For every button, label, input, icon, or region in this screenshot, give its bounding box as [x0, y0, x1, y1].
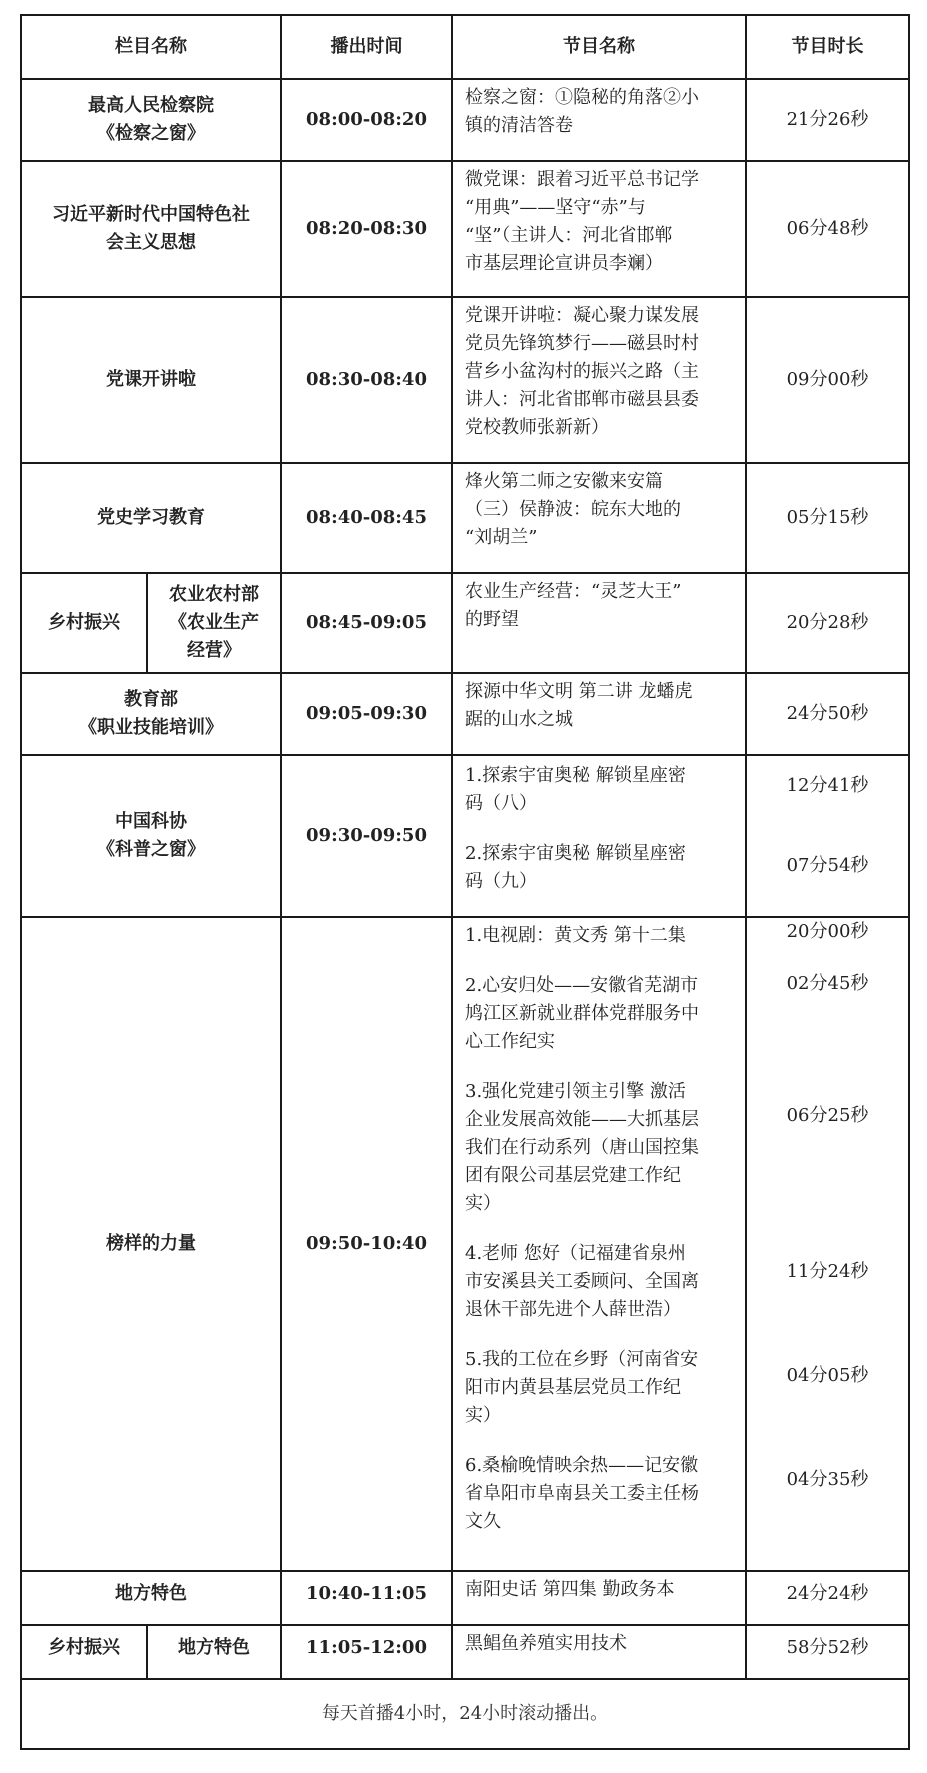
- program-line: 农业生产经营：“灵芝大王”: [465, 581, 682, 602]
- column-name-line: 农业农村部: [169, 584, 259, 605]
- duration: 04分35秒: [786, 1469, 869, 1490]
- duration: 24分24秒: [746, 1571, 909, 1625]
- column-category: 乡村振兴: [21, 573, 147, 673]
- program-line: 踞的山水之城: [465, 709, 573, 730]
- program-cell: [452, 917, 746, 1571]
- footer-note: 每天首播4小时，24小时滚动播出。: [21, 1679, 909, 1749]
- air-time: 11:05-12:00: [281, 1625, 452, 1679]
- program-line: 心工作纪实: [465, 1031, 555, 1052]
- program-line: 码（八）: [465, 793, 537, 814]
- column-name-cell: 党课开讲啦: [21, 297, 281, 463]
- table-row: [21, 673, 909, 755]
- column-name-line: 最高人民检察院: [88, 95, 214, 116]
- schedule-table: [20, 14, 910, 1750]
- column-name-line: 经营》: [187, 640, 241, 661]
- program-line: 1.电视剧：黄文秀 第十二集: [465, 925, 686, 946]
- duration: 04分05秒: [786, 1365, 869, 1386]
- duration-cell: [746, 917, 909, 1571]
- air-time: 09:50-10:40: [281, 917, 452, 1571]
- program-line: 市基层理论宣讲员李斓）: [465, 253, 663, 274]
- program-cell: [452, 1625, 746, 1679]
- program-line: 3.强化党建引领主引擎 激活: [465, 1081, 686, 1102]
- column-name-cell: [21, 755, 281, 917]
- column-name-line: 会主义思想: [106, 232, 196, 253]
- table-row: [21, 1571, 909, 1625]
- air-time: 09:30-09:50: [281, 755, 452, 917]
- header-time: 播出时间: [281, 15, 452, 79]
- air-time: 08:40-08:45: [281, 463, 452, 573]
- program-line: 市安溪县关工委顾问、全国离: [465, 1271, 699, 1292]
- column-name-cell: 党史学习教育: [21, 463, 281, 573]
- footer-row: [21, 1679, 909, 1749]
- column-name-line: 《科普之窗》: [97, 839, 205, 860]
- program-line: “刘胡兰”: [465, 527, 538, 548]
- duration: 02分45秒: [786, 973, 869, 994]
- program-cell: [452, 755, 746, 917]
- program-cell: [452, 1571, 746, 1625]
- program-line: 讲人：河北省邯郸市磁县县委: [465, 389, 699, 410]
- program-line: 我们在行动系列（唐山国控集: [465, 1137, 699, 1158]
- duration-cell: [746, 755, 909, 917]
- table-row: [21, 755, 909, 917]
- program-line: 实）: [465, 1405, 501, 1426]
- program-line: 镇的清洁答卷: [465, 115, 573, 136]
- duration: 05分15秒: [746, 463, 909, 573]
- column-name-cell: 榜样的力量: [21, 917, 281, 1571]
- table-row: [21, 463, 909, 573]
- table-row: [21, 1625, 909, 1679]
- program-line: 6.桑榆晚情映余热——记安徽: [465, 1455, 699, 1476]
- header-row: [21, 15, 909, 79]
- column-name-line: 习近平新时代中国特色社: [52, 204, 250, 225]
- column-name-cell: [21, 161, 281, 297]
- header-program: 节目名称: [452, 15, 746, 79]
- program-line: 阳市内黄县基层党员工作纪: [465, 1377, 681, 1398]
- program-line: 南阳史话 第四集 勤政务本: [465, 1579, 675, 1600]
- duration: 21分26秒: [746, 79, 909, 161]
- program-line: 检察之窗：①隐秘的角落②小: [465, 87, 699, 108]
- column-name-line: 中国科协: [115, 811, 187, 832]
- air-time: 09:05-09:30: [281, 673, 452, 755]
- column-name-cell: [147, 573, 281, 673]
- program-line: 党课开讲啦：凝心聚力谋发展: [465, 305, 699, 326]
- program-cell: [452, 297, 746, 463]
- air-time: 08:20-08:30: [281, 161, 452, 297]
- duration: 06分25秒: [786, 1105, 869, 1126]
- header-duration: 节目时长: [746, 15, 909, 79]
- program-line: 探源中华文明 第二讲 龙蟠虎: [465, 681, 693, 702]
- program-line: 党校教师张新新）: [465, 417, 609, 438]
- program-line: 1.探索宇宙奥秘 解锁星座密: [465, 765, 686, 786]
- program-line: 5.我的工位在乡野（河南省安: [465, 1349, 699, 1370]
- program-line: 营乡小盆沟村的振兴之路（主: [465, 361, 699, 382]
- air-time: 08:00-08:20: [281, 79, 452, 161]
- duration: 07分54秒: [786, 855, 869, 876]
- table-row: [21, 917, 909, 1571]
- program-line: 企业发展高效能——大抓基层: [465, 1109, 699, 1130]
- column-name-cell: 地方特色: [147, 1625, 281, 1679]
- table-row: [21, 573, 909, 673]
- program-line: 微党课：跟着习近平总书记学: [465, 169, 699, 190]
- column-name-line: 《农业生产: [169, 612, 259, 633]
- program-cell: [452, 463, 746, 573]
- column-name-line: 《检察之窗》: [97, 123, 205, 144]
- duration: 20分00秒: [786, 921, 869, 942]
- program-cell: [452, 573, 746, 673]
- table-row: [21, 297, 909, 463]
- program-line: 实）: [465, 1193, 501, 1214]
- program-line: （三）侯静波：皖东大地的: [465, 499, 681, 520]
- program-line: 退休干部先进个人薛世浩）: [465, 1299, 681, 1320]
- program-line: “坚”（主讲人：河北省邯郸: [465, 225, 673, 246]
- duration: 06分48秒: [746, 161, 909, 297]
- program-line: 码（九）: [465, 871, 537, 892]
- program-line: 的野望: [465, 609, 519, 630]
- schedule-document: [20, 14, 908, 1750]
- program-line: 烽火第二师之安徽来安篇: [465, 471, 663, 492]
- program-cell: [452, 673, 746, 755]
- table-row: [21, 79, 909, 161]
- program-line: 鸠江区新就业群体党群服务中: [465, 1003, 699, 1024]
- program-line: “用典”——坚守“赤”与: [465, 197, 646, 218]
- column-category: 乡村振兴: [21, 1625, 147, 1679]
- header-column: 栏目名称: [21, 15, 281, 79]
- program-line: 团有限公司基层党建工作纪: [465, 1165, 681, 1186]
- duration: 20分28秒: [746, 573, 909, 673]
- column-name-cell: [21, 79, 281, 161]
- duration: 12分41秒: [786, 775, 869, 796]
- program-line: 4.老师 您好（记福建省泉州: [465, 1243, 686, 1264]
- program-cell: [452, 161, 746, 297]
- program-line: 黑鲳鱼养殖实用技术: [465, 1633, 627, 1654]
- program-line: 2.探索宇宙奥秘 解锁星座密: [465, 843, 686, 864]
- column-name-cell: 地方特色: [21, 1571, 281, 1625]
- air-time: 08:45-09:05: [281, 573, 452, 673]
- duration: 09分00秒: [746, 297, 909, 463]
- duration: 11分24秒: [786, 1261, 869, 1282]
- table-row: [21, 161, 909, 297]
- air-time: 08:30-08:40: [281, 297, 452, 463]
- air-time: 10:40-11:05: [281, 1571, 452, 1625]
- column-name-line: 《职业技能培训》: [79, 717, 223, 738]
- duration: 58分52秒: [746, 1625, 909, 1679]
- program-cell: [452, 79, 746, 161]
- program-line: 党员先锋筑梦行——磁县时村: [465, 333, 699, 354]
- program-line: 文久: [465, 1511, 501, 1532]
- column-name-line: 教育部: [124, 689, 178, 710]
- column-name-cell: [21, 673, 281, 755]
- program-line: 2.心安归处——安徽省芜湖市: [465, 975, 699, 996]
- duration: 24分50秒: [746, 673, 909, 755]
- program-line: 省阜阳市阜南县关工委主任杨: [465, 1483, 699, 1504]
